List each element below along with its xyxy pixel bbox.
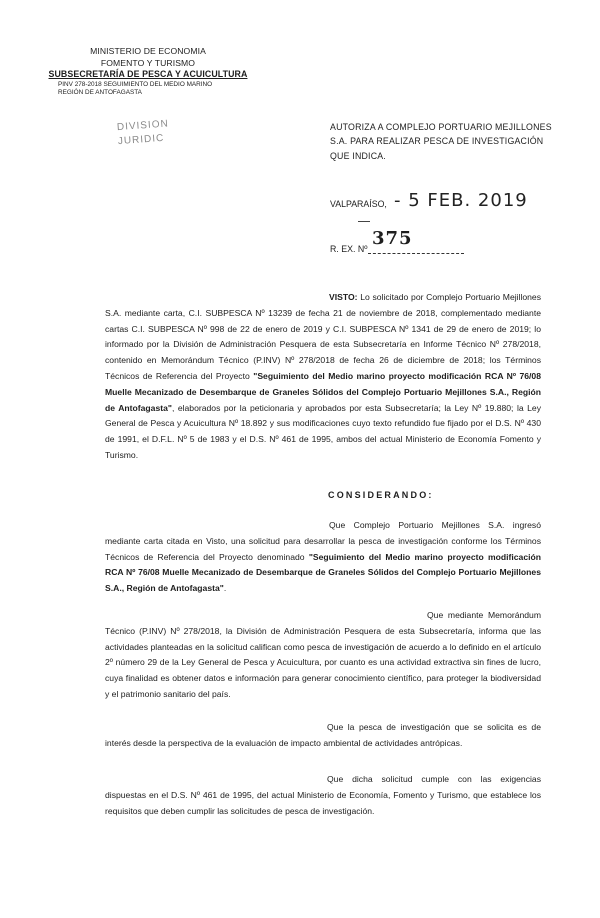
undersecretariat-name: SUBSECRETARÍA DE PESCA Y ACUICULTURA (48, 69, 248, 79)
visto-project-title: "Seguimiento del Medio marino proyecto modificación RCA Nº 76/08 Muelle Mecanizado de Desembarque de Graneles Sólidos del Complejo Portuario Mejillones S.A., Región de Antofagasta" (105, 370, 541, 413)
visto-text-2: , elaborados por la peticionaria y aprobados por esta Subsecretaría; la Ley Nº 19.880; la Ley General de Pesca y Acuicultura Nº 18.892 y sus modificaciones cuyo texto refundido fue fijado por el D.S. Nº 430 de 1991, el D.F.L. Nº 5 de 1983 y el D.S. Nº 461 de 1995, ambos del actual Ministerio de Economía Fomento y Turismo. (105, 402, 541, 460)
considerando-heading: CONSIDERANDO: (328, 490, 434, 500)
resolution-number: 375 (372, 228, 413, 249)
visto-paragraph (105, 290, 541, 464)
letterhead (48, 46, 248, 97)
visto-text-1: Lo solicitado por Complejo Portuario Mejillones S.A. mediante carta, C.I. SUBPESCA Nº 13239 de fecha 21 de noviembre de 2018, complementado mediante cartas C.I. SUBPESCA Nº 998 de 22 de enero de 2019 y C.I. SUBPESCA Nº 1341 de 29 de enero de 2019; lo informado por la División de Administración Pesquera de esta Subsecretaría en Informe Técnico Nº 278/2018, contenido en Memorándum Técnico (P.INV) Nº 278/2018 de fecha 26 de diciembre de 2018; los Términos Técnicos de Referencia del Proyecto (105, 292, 541, 381)
considerando-paragraph-1 (105, 518, 541, 597)
visto-heading: VISTO: (329, 292, 358, 302)
considerando-paragraph-3: Que la pesca de investigación que se solicita es de interés desde la perspectiva de la evaluación de impacto ambiental de actividades antrópicas. (105, 722, 541, 748)
resolution-date: - 5 FEB. 2019 (394, 190, 528, 211)
stamp-line-2: JURIDIC (117, 132, 165, 148)
stamp-line-1: DIVISION (116, 118, 170, 134)
c1-text-2: . (223, 583, 227, 594)
c1-project-title: "Seguimiento del Medio marino proyecto modificación RCA Nº 76/08 Muelle Mecanizado de Desembarque de Graneles Sólidos del Complejo Portuario Mejillones S.A., Región de Antofagasta" (105, 551, 541, 594)
resolution-subject: AUTORIZA A COMPLEJO PORTUARIO MEJILLONES S.A. PARA REALIZAR PESCA DE INVESTIGACIÓN QUE INDICA. (330, 122, 552, 161)
region-reference: REGIÓN DE ANTOFAGASTA (58, 88, 142, 96)
ministry-name: MINISTERIO DE ECONOMIA (90, 46, 206, 56)
c1-text-1: Que Complejo Portuario Mejillones S.A. ingresó mediante carta citada en Visto, una solicitud para desarrollar la pesca de investigación conforme los Términos Técnicos de Referencia del Proyecto denominado (105, 520, 541, 562)
resolution-number-line (368, 245, 464, 254)
resolution-number-label: R. EX. Nº (330, 244, 368, 254)
file-reference: PINV 278-2018 SEGUIMIENTO DEL MEDIO MARINO (58, 80, 213, 88)
considerando-paragraph-4: Que dicha solicitud cumple con las exigencias dispuestas en el D.S. Nº 461 de 1995, del actual Ministerio de Economía, Fomento y Turismo, que establece los requisitos que deben cumplir las solicitudes de pesca de investigación. (105, 774, 541, 816)
division-stamp (117, 115, 208, 167)
place-label: VALPARAÍSO, (330, 199, 387, 209)
number-mark (358, 221, 370, 222)
considerando-paragraph-2: Que mediante Memorándum Técnico (P.INV) Nº 278/2018, la División de Administración Pesquera de esta Subsecretaría, informa que las actividades planteadas en la solicitud califican como pesca de investigación de acuerdo a lo definido en el artículo 2º número 29 de la Ley General de Pesca y Acuicultura, por cuanto es una actividad extractiva sin fines de lucro, cuya finalidad es obtener datos e información para generar conocimiento científico, para proteger la biodiversidad y el patrimonio sanitario del país. (105, 610, 541, 699)
ministry-subtitle: FOMENTO Y TURISMO (100, 57, 196, 68)
